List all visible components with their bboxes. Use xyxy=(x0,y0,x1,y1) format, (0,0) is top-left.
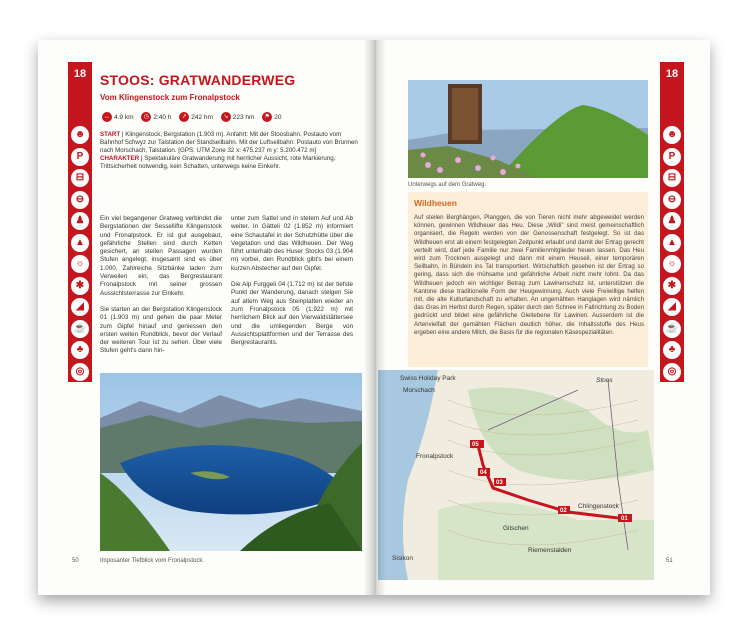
ascent-icon: ↗ xyxy=(179,112,189,122)
tree-icon: ♣ xyxy=(663,341,681,359)
map-waypoint: 04 xyxy=(480,470,487,476)
map-label: Stoos xyxy=(596,377,613,384)
info-box-title: Wildheuen xyxy=(414,198,457,208)
chapter-tab-strip xyxy=(68,62,92,382)
food-icon: ☕ xyxy=(71,320,89,338)
map-label: Sisikon xyxy=(392,555,413,562)
page-number: 50 xyxy=(72,558,79,564)
book-spread xyxy=(38,40,710,595)
map-label: Morschach xyxy=(403,387,435,394)
left-page xyxy=(38,40,374,595)
map-label: Swiss Holiday Park xyxy=(400,375,456,382)
route-facts xyxy=(100,112,360,122)
distance-icon: ↔ xyxy=(104,114,110,120)
cablecar-icon: ⊖ xyxy=(663,191,681,209)
snow-icon: ✱ xyxy=(663,277,681,295)
tab-icon-list xyxy=(70,126,90,384)
bear-icon: ☻ xyxy=(71,126,89,144)
mountain-icon: ▲ xyxy=(663,234,681,252)
parking-icon: P xyxy=(71,148,89,166)
ascent-value: 242 hm xyxy=(191,113,213,121)
distance-value: 4.9 km xyxy=(114,113,134,121)
route-subtitle: Vom Klingenstock zum Fronalpstock xyxy=(100,93,240,102)
food-icon: ☕ xyxy=(663,320,681,338)
hiker-icon: ♟ xyxy=(663,212,681,230)
map-label: Chlingenstock xyxy=(578,503,619,510)
route-map xyxy=(378,370,654,580)
route-id-value: 20 xyxy=(274,113,282,121)
ridge-photo xyxy=(408,80,648,178)
paragraph: Ein viel begangener Gratweg verbindet die Bergstationen der Sessellifte Klingenstock und Fronalpstock. Er ist gut ausgebaut, gefährliche Stellen sind durch Ketten gesichert, an steilen Passagen wurden Stufen angelegt, insgesamt sind es über 1.000. Zahlreiche Sitzbänke laden zum Verweilen ein, das Bergrestaurant Fronalpstock mit seiner grossen Aussichtsterrasse zur Einkehr. xyxy=(100,215,222,297)
chapter-tab-strip xyxy=(660,62,684,382)
map-label: Riemenstalden xyxy=(528,547,572,554)
charakter-text: | Spektakuläre Gratwanderung mit herrlicher Aussicht, rote Markierung, Trittsicherheit notwendig, kein Schatten, unterwegs keine Einkehr. xyxy=(100,155,336,170)
text-column-2 xyxy=(231,215,353,347)
start-label: START xyxy=(100,131,121,138)
cycle-icon: ◎ xyxy=(663,363,681,381)
mountain-icon: ▲ xyxy=(71,234,89,252)
sun-icon: ☼ xyxy=(71,255,89,273)
descent-value: 223 hm xyxy=(232,113,255,121)
bus-icon: ⊟ xyxy=(71,169,89,187)
tab-icon-list xyxy=(662,126,682,384)
info-box-text: Auf steilen Berghängen, Planggen, die von Tieren nicht mehr abgeweidet werden können, gewinnen Wildheuer das Heu. Diese „Wildi" sind meist gemeinschaftlich organisiert, die Regeln werden von der Genossenschaft festgelegt. So ist das Wildheuen erst ab einem festgelegten Zeitpunkt erlaubt und damit der Ertrag gerecht verteilt wird, darf jede Familie nur zwei Familienmitglieder heuen lassen. Das Heu wird zum Trocknen ausgelegt und dann mit einem Heuseil, einer temporären Seilbahn, in Bündeln ins Tal transportiert. Wirtschaftlich gesehen ist der Ertrag so gering, dass sich die mühsame und gefährliche Arbeit nicht mehr lohnt. Da das Wildheuen jedoch ein wichtiger Betrag zum Lawinenschutz ist, unterstützen die Kantone diese traditionelle Form der Heugewinnung. Auch viele Freiwillige helfen mit, die alte Kulturlandschaft zu erhalten. An ungemähten Hanglagen wird nämlich das Gras im Herbst durch Regen, später durch den Schnee in Fallrichtung zu Boden gedrückt und bildet eine gefährliche Gleitebene für Lawinen. Ausserdem ist die Artenvielfalt der gemähten Flächen deutlich höher, die Inhaltsstoffe des Heus ergeben eine andere Milch, die Basis für die regionalen Käsespezialitäten. xyxy=(414,214,644,336)
tree-icon: ♣ xyxy=(71,341,89,359)
start-text: | Klingenstock, Bergstation (1.903 m). Anfahrt: Mit der Stoosbahn. Postauto vom Bahnhof Schwyz zur Talstation der Standseilbahn. Mit der Luftseilbahn: Postauto von Brunnen nach Morschach, Talstation. [GPS: UTM Zone 32 x: 475.237 m y: 5.200.472 m] xyxy=(100,131,358,154)
map-waypoint: 02 xyxy=(560,508,567,514)
map-waypoint: 03 xyxy=(496,480,503,486)
snow-icon: ✱ xyxy=(71,277,89,295)
text-column-1 xyxy=(100,215,222,356)
route-number: 18 xyxy=(73,68,87,80)
charakter-label: CHARAKTER xyxy=(100,155,140,162)
map-waypoint: 05 xyxy=(472,442,479,448)
cycle-icon: ◎ xyxy=(71,363,89,381)
descent-icon: ↘ xyxy=(221,112,231,122)
bear-icon: ☻ xyxy=(663,126,681,144)
sun-icon: ☼ xyxy=(663,255,681,273)
signpost-icon: ⚑ xyxy=(262,112,272,122)
route-title: STOOS: GRATWANDERWEG xyxy=(100,72,296,88)
route-info xyxy=(100,131,362,171)
route-number: 18 xyxy=(665,68,679,80)
hiker-icon: ♟ xyxy=(71,212,89,230)
parking-icon: P xyxy=(663,148,681,166)
paragraph: Sie starten an der Bergstation Klingenstock 01 (1.903 m) und gehen die paar Meter zum Gipfel hinauf und geniessen den ersten weiten Rundblick, bevor der Verlauf der weiteren Tour ist zu sehen. Über viele Stufen geht's dann hin- xyxy=(100,305,222,355)
lake-photo xyxy=(100,373,362,551)
shoe-icon: ◢ xyxy=(663,298,681,316)
map-label: Gitschen xyxy=(503,525,529,532)
map-waypoint: 01 xyxy=(621,516,628,522)
clock-icon: ◷ xyxy=(141,112,151,122)
cablecar-icon: ⊖ xyxy=(71,191,89,209)
info-box-wildheuen xyxy=(408,192,648,367)
duration-value: 2:40 h xyxy=(153,113,172,121)
shoe-icon: ◢ xyxy=(71,298,89,316)
bus-icon: ⊟ xyxy=(663,169,681,187)
page-number: 51 xyxy=(666,558,673,564)
paragraph: Die Alp Furggeli 04 (1.712 m) ist der tiefste Punkt der Wanderung, danach steigen Sie auf altem Weg aus Steinplatten wieder an zum Fronalpstock 05 (1.922 m) mit herrlichem Blick auf den Vierwaldstättersee und die umliegenden Berge von Aussichtsplattformen und der Terrasse des Bergrestaurants. xyxy=(231,281,353,347)
book-gutter xyxy=(364,40,386,595)
photo-caption: Imposanter Tiefblick vom Fronalpstock. xyxy=(100,558,205,564)
paragraph: unter zum Sattel und in stetem Auf und Ab weiter. In Gätteli 02 (1.852 m) informiert eine Schautafel in der Schutzhütte über die Vegetation und das Wildheuen. Der Weg führt unterhalb des Huser Stocks 03 (1.904 m) vorbei, den Rundblick gibt's bei einem kurzen Abstecher auf den Gipfel. xyxy=(231,215,353,272)
right-page xyxy=(374,40,710,595)
map-label: Fronalpstock xyxy=(416,453,454,460)
photo-caption: Unterwegs auf dem Gratweg. xyxy=(408,182,487,188)
